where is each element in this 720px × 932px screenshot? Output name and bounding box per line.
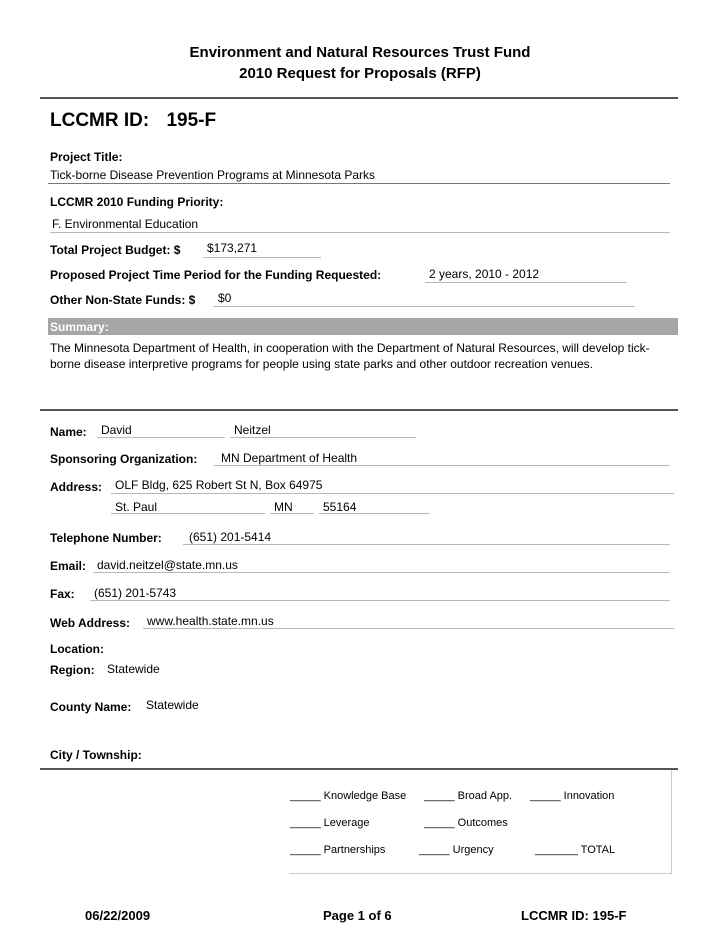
- form-subtitle: 2010 Request for Proposals (RFP): [239, 65, 481, 82]
- middle-divider: [40, 409, 678, 411]
- sponsoring-org-value: MN Department of Health: [221, 451, 358, 465]
- score-total: _______ TOTAL: [535, 844, 616, 856]
- time-period-value: 2 years, 2010 - 2012: [429, 267, 540, 281]
- project-title-label: Project Title:: [50, 150, 123, 164]
- email-value: david.neitzel@state.mn.us: [97, 558, 238, 572]
- total-budget-underline: [203, 257, 321, 258]
- score-leverage: _____ Leverage: [290, 817, 370, 829]
- region-label: Region:: [50, 663, 95, 677]
- funding-priority-underline: [50, 232, 670, 233]
- address-zip-underline: [319, 513, 430, 514]
- lccmr-id-label: LCCMR ID:: [50, 110, 150, 131]
- name-label: Name:: [50, 425, 87, 439]
- web-address-label: Web Address:: [50, 616, 131, 630]
- fax-label: Fax:: [50, 587, 75, 601]
- address-zip-value: 55164: [323, 500, 357, 514]
- address-city-value: St. Paul: [115, 500, 158, 514]
- city-township-label: City / Township:: [50, 748, 142, 762]
- fax-underline: [90, 600, 670, 601]
- score-broad-app: _____ Broad App.: [424, 790, 513, 802]
- footer-date: 06/22/2009: [85, 908, 151, 923]
- region-value: Statewide: [107, 662, 160, 676]
- county-value: Statewide: [146, 698, 199, 712]
- score-partnerships: _____ Partnerships: [290, 844, 386, 856]
- address-state-value: MN: [274, 500, 293, 514]
- funding-priority-label: LCCMR 2010 Funding Priority:: [50, 195, 224, 209]
- non-state-funds-value: $0: [218, 291, 232, 305]
- funding-priority-value: F. Environmental Education: [52, 217, 199, 231]
- address-street-underline: [111, 493, 674, 494]
- form-title: Environment and Natural Resources Trust Fund: [189, 44, 531, 61]
- time-period-underline: [425, 282, 627, 283]
- score-urgency: _____ Urgency: [419, 844, 494, 856]
- address-street-value: OLF Bldg, 625 Robert St N, Box 64975: [115, 478, 323, 492]
- first-name-underline: [97, 437, 225, 438]
- address-state-underline: [270, 513, 314, 514]
- top-divider: [40, 97, 678, 99]
- telephone-underline: [183, 544, 670, 545]
- score-outcomes: _____ Outcomes: [424, 817, 508, 829]
- address-label: Address:: [50, 480, 103, 494]
- address-city-underline: [111, 513, 265, 514]
- project-title-value: Tick-borne Disease Prevention Programs at Minnesota Parks: [50, 168, 376, 182]
- time-period-label: Proposed Project Time Period for the Funding Requested:: [50, 268, 382, 282]
- total-budget-value: $173,271: [207, 241, 258, 255]
- summary-text: The Minnesota Department of Health, in cooperation with the Department of Natural Resources, will develop tick-borne disease interpretive programs for people using state parks and other outdoor recreation venues.: [50, 341, 650, 371]
- lccmr-id-value: 195-F: [166, 110, 217, 131]
- web-address-value: www.health.state.mn.us: [147, 614, 274, 628]
- scoring-box-right-border: [671, 770, 672, 874]
- sponsoring-org-label: Sponsoring Organization:: [50, 452, 198, 466]
- telephone-value: (651) 201-5414: [189, 530, 272, 544]
- summary-label: Summary:: [50, 320, 109, 334]
- score-innovation: _____ Innovation: [530, 790, 615, 802]
- email-label: Email:: [50, 559, 87, 573]
- footer-page-number: Page 1 of 6: [323, 908, 392, 923]
- lccmr-id-heading: [50, 110, 216, 132]
- total-budget-label: Total Project Budget: $: [50, 243, 181, 257]
- first-name-value: David: [101, 423, 132, 437]
- scoring-box-bottom-border: [289, 873, 671, 874]
- location-label: Location:: [50, 642, 104, 656]
- email-underline: [93, 572, 670, 573]
- county-label: County Name:: [50, 700, 132, 714]
- last-name-underline: [230, 437, 416, 438]
- project-title-underline: [48, 183, 670, 184]
- sponsoring-org-underline: [214, 465, 670, 466]
- web-address-underline: [143, 628, 674, 629]
- non-state-funds-underline: [213, 306, 635, 307]
- fax-value: (651) 201-5743: [94, 586, 177, 600]
- score-knowledge-base: _____ Knowledge Base: [290, 790, 407, 802]
- footer-lccmr-id: LCCMR ID: 195-F: [521, 908, 627, 923]
- last-name-value: Neitzel: [234, 423, 271, 437]
- non-state-funds-label: Other Non-State Funds: $: [50, 293, 196, 307]
- summary-header-bar: [48, 318, 678, 335]
- telephone-label: Telephone Number:: [50, 531, 162, 545]
- lower-divider: [40, 768, 678, 770]
